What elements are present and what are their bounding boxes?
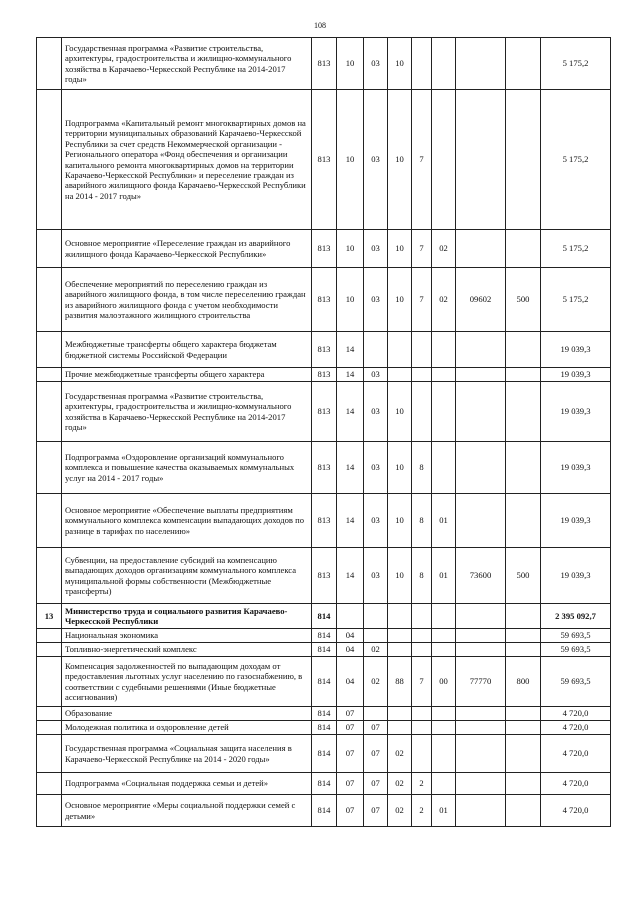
activity-code-cell [432, 90, 456, 230]
row-name-cell: Прочие межбюджетные трансферты общего характера [62, 368, 312, 382]
program-code-cell [388, 721, 412, 735]
row-index-cell [37, 494, 62, 548]
amount-cell: 5 175,2 [541, 38, 611, 90]
section-code-cell: 14 [337, 548, 364, 604]
expense-type-cell: 500 [506, 268, 541, 332]
table-row [37, 773, 611, 795]
subsection-code-cell: 03 [364, 548, 388, 604]
subprogram-code-cell: 2 [412, 795, 432, 827]
row-name-cell: Подпрограмма «Оздоровление организаций коммунального комплекса и повышение качества оказываемых коммунальных услуг на 2014 - 2017 годы» [62, 442, 312, 494]
row-index-cell [37, 735, 62, 773]
direction-code-cell [456, 368, 506, 382]
ved-code-cell: 814 [312, 643, 337, 657]
section-code-cell: 07 [337, 721, 364, 735]
table-row [37, 382, 611, 442]
section-code-cell: 04 [337, 657, 364, 707]
direction-code-cell [456, 230, 506, 268]
expense-type-cell: 500 [506, 548, 541, 604]
activity-code-cell [432, 442, 456, 494]
row-index-cell [37, 230, 62, 268]
amount-cell: 5 175,2 [541, 90, 611, 230]
ved-code-cell: 813 [312, 548, 337, 604]
direction-code-cell [456, 494, 506, 548]
direction-code-cell [456, 604, 506, 629]
row-name-cell: Основное мероприятие «Обеспечение выплаты предприятиям коммунального комплекса компенсации выпадающих доходов по разнице в тарифах по населению» [62, 494, 312, 548]
expense-type-cell [506, 643, 541, 657]
table-row [37, 230, 611, 268]
row-index-cell [37, 38, 62, 90]
activity-code-cell: 02 [432, 230, 456, 268]
row-name-cell: Государственная программа «Социальная защита населения в Карачаево-Черкесской Республике на 2014 - 2020 годы» [62, 735, 312, 773]
amount-cell: 59 693,5 [541, 657, 611, 707]
table-row [37, 548, 611, 604]
ved-code-cell: 813 [312, 382, 337, 442]
direction-code-cell [456, 90, 506, 230]
subsection-code-cell [364, 707, 388, 721]
table-row [37, 368, 611, 382]
section-code-cell: 14 [337, 442, 364, 494]
table-row [37, 442, 611, 494]
direction-code-cell [456, 721, 506, 735]
row-index-cell [37, 368, 62, 382]
expense-type-cell [506, 604, 541, 629]
table-row [37, 795, 611, 827]
program-code-cell: 10 [388, 38, 412, 90]
subprogram-code-cell [412, 707, 432, 721]
amount-cell: 4 720,0 [541, 795, 611, 827]
program-code-cell: 10 [388, 442, 412, 494]
activity-code-cell: 01 [432, 494, 456, 548]
direction-code-cell: 09602 [456, 268, 506, 332]
activity-code-cell [432, 773, 456, 795]
table-row [37, 268, 611, 332]
row-name-cell: Основное мероприятие «Переселение граждан из аварийного жилищного фонда Карачаево-Черкесской Республики» [62, 230, 312, 268]
expense-type-cell [506, 773, 541, 795]
amount-cell: 5 175,2 [541, 268, 611, 332]
activity-code-cell [432, 368, 456, 382]
program-code-cell: 10 [388, 494, 412, 548]
ved-code-cell: 813 [312, 442, 337, 494]
direction-code-cell [456, 382, 506, 442]
table-row [37, 494, 611, 548]
expense-type-cell [506, 442, 541, 494]
amount-cell: 19 039,3 [541, 548, 611, 604]
program-code-cell [388, 707, 412, 721]
row-name-cell: Государственная программа «Развитие строительства, архитектуры, градостроительства и жилищно-коммунального хозяйства в Карачаево-Черкесской Республике на 2014-2017 годы» [62, 38, 312, 90]
row-name-cell: Подпрограмма «Капитальный ремонт многоквартирных домов на территории муниципальных образований Карачаево-Черкесской Республики за счет средств Некоммерческой организации - Регионального оператора «Фонд обеспечения и организации капитального ремонта многоквартирных домов на территории Карачаево-Черкесской Республики» и переселение граждан из аварийного жилищного фонда Карачаево-Черкесской Республики на 2014 - 2017 годы» [62, 90, 312, 230]
program-code-cell: 10 [388, 548, 412, 604]
program-code-cell [388, 604, 412, 629]
row-index-cell [37, 773, 62, 795]
row-index-cell [37, 707, 62, 721]
row-name-cell: Подпрограмма «Социальная поддержка семьи и детей» [62, 773, 312, 795]
amount-cell: 4 720,0 [541, 707, 611, 721]
subsection-code-cell: 03 [364, 268, 388, 332]
expense-type-cell [506, 90, 541, 230]
program-code-cell: 10 [388, 230, 412, 268]
section-code-cell: 14 [337, 494, 364, 548]
budget-table [36, 37, 611, 827]
table-row [37, 332, 611, 368]
subprogram-code-cell: 8 [412, 494, 432, 548]
amount-cell: 59 693,5 [541, 629, 611, 643]
expense-type-cell [506, 230, 541, 268]
direction-code-cell [456, 795, 506, 827]
program-code-cell [388, 332, 412, 368]
amount-cell: 19 039,3 [541, 382, 611, 442]
program-code-cell [388, 368, 412, 382]
program-code-cell: 10 [388, 90, 412, 230]
row-index-cell [37, 795, 62, 827]
subprogram-code-cell [412, 629, 432, 643]
table-row [37, 90, 611, 230]
expense-type-cell [506, 721, 541, 735]
section-code-cell: 07 [337, 795, 364, 827]
direction-code-cell [456, 773, 506, 795]
row-index-cell [37, 382, 62, 442]
subsection-code-cell: 03 [364, 90, 388, 230]
activity-code-cell [432, 735, 456, 773]
subprogram-code-cell: 2 [412, 773, 432, 795]
subprogram-code-cell: 8 [412, 548, 432, 604]
expense-type-cell [506, 332, 541, 368]
amount-cell: 59 693,5 [541, 643, 611, 657]
table-row [37, 629, 611, 643]
subprogram-code-cell [412, 643, 432, 657]
subprogram-code-cell: 8 [412, 442, 432, 494]
expense-type-cell [506, 494, 541, 548]
row-index-cell [37, 548, 62, 604]
row-index-cell [37, 268, 62, 332]
section-code-cell [337, 604, 364, 629]
activity-code-cell [432, 707, 456, 721]
amount-cell: 19 039,3 [541, 442, 611, 494]
row-name-cell: Обеспечение мероприятий по переселению граждан из аварийного жилищного фонда, в том числе переселению граждан из аварийного жилищного фонда с учетом необходимости развития малоэтажного жилищного строительства [62, 268, 312, 332]
section-code-cell: 04 [337, 643, 364, 657]
subprogram-code-cell: 7 [412, 657, 432, 707]
activity-code-cell [432, 721, 456, 735]
amount-cell: 19 039,3 [541, 332, 611, 368]
ved-code-cell: 813 [312, 268, 337, 332]
row-index-cell [37, 90, 62, 230]
subprogram-code-cell [412, 368, 432, 382]
ved-code-cell: 813 [312, 38, 337, 90]
ved-code-cell: 814 [312, 707, 337, 721]
activity-code-cell [432, 643, 456, 657]
subsection-code-cell: 07 [364, 795, 388, 827]
table-row [37, 604, 611, 629]
subsection-code-cell [364, 629, 388, 643]
row-index-cell [37, 643, 62, 657]
section-code-cell: 10 [337, 38, 364, 90]
amount-cell: 19 039,3 [541, 368, 611, 382]
subprogram-code-cell: 7 [412, 230, 432, 268]
activity-code-cell [432, 629, 456, 643]
subprogram-code-cell [412, 38, 432, 90]
amount-cell: 2 395 092,7 [541, 604, 611, 629]
activity-code-cell: 01 [432, 795, 456, 827]
expense-type-cell [506, 707, 541, 721]
table-row [37, 38, 611, 90]
subsection-code-cell [364, 604, 388, 629]
ved-code-cell: 813 [312, 494, 337, 548]
subsection-code-cell: 07 [364, 721, 388, 735]
program-code-cell: 02 [388, 795, 412, 827]
row-name-cell: Молодежная политика и оздоровление детей [62, 721, 312, 735]
row-name-cell: Национальная экономика [62, 629, 312, 643]
subprogram-code-cell: 7 [412, 268, 432, 332]
amount-cell: 4 720,0 [541, 773, 611, 795]
ved-code-cell: 814 [312, 629, 337, 643]
expense-type-cell [506, 382, 541, 442]
table-row [37, 721, 611, 735]
table-row [37, 707, 611, 721]
ved-code-cell: 814 [312, 795, 337, 827]
program-code-cell: 02 [388, 735, 412, 773]
row-name-cell: Государственная программа «Развитие строительства, архитектуры, градостроительства и жилищно-коммунального хозяйства в Карачаево-Черкесской Республике на 2014-2017 годы» [62, 382, 312, 442]
ved-code-cell: 814 [312, 721, 337, 735]
row-name-cell: Межбюджетные трансферты общего характера бюджетам бюджетной системы Российской Федерации [62, 332, 312, 368]
subsection-code-cell: 03 [364, 494, 388, 548]
section-code-cell: 10 [337, 230, 364, 268]
subsection-code-cell [364, 332, 388, 368]
ved-code-cell: 814 [312, 604, 337, 629]
direction-code-cell [456, 38, 506, 90]
table-row [37, 643, 611, 657]
activity-code-cell: 01 [432, 548, 456, 604]
subprogram-code-cell: 7 [412, 90, 432, 230]
amount-cell: 4 720,0 [541, 721, 611, 735]
section-code-cell: 07 [337, 707, 364, 721]
subsection-code-cell: 03 [364, 38, 388, 90]
subsection-code-cell: 02 [364, 643, 388, 657]
row-name-cell: Образование [62, 707, 312, 721]
table-row [37, 735, 611, 773]
direction-code-cell [456, 707, 506, 721]
subprogram-code-cell [412, 332, 432, 368]
subprogram-code-cell [412, 382, 432, 442]
row-index-cell [37, 629, 62, 643]
row-name-cell: Основное мероприятие «Меры социальной поддержки семей с детьми» [62, 795, 312, 827]
expense-type-cell [506, 38, 541, 90]
program-code-cell: 02 [388, 773, 412, 795]
ved-code-cell: 814 [312, 735, 337, 773]
section-code-cell: 14 [337, 368, 364, 382]
subsection-code-cell: 07 [364, 773, 388, 795]
program-code-cell [388, 643, 412, 657]
page-number: 108 [314, 21, 326, 30]
direction-code-cell [456, 629, 506, 643]
subsection-code-cell: 07 [364, 735, 388, 773]
section-code-cell: 14 [337, 382, 364, 442]
table-row [37, 657, 611, 707]
ved-code-cell: 813 [312, 90, 337, 230]
expense-type-cell [506, 368, 541, 382]
subprogram-code-cell [412, 721, 432, 735]
amount-cell: 5 175,2 [541, 230, 611, 268]
expense-type-cell: 800 [506, 657, 541, 707]
expense-type-cell [506, 795, 541, 827]
subsection-code-cell: 03 [364, 368, 388, 382]
program-code-cell: 88 [388, 657, 412, 707]
ved-code-cell: 814 [312, 773, 337, 795]
subprogram-code-cell [412, 604, 432, 629]
amount-cell: 4 720,0 [541, 735, 611, 773]
activity-code-cell: 00 [432, 657, 456, 707]
direction-code-cell [456, 442, 506, 494]
expense-type-cell [506, 629, 541, 643]
section-code-cell: 07 [337, 773, 364, 795]
ved-code-cell: 813 [312, 368, 337, 382]
row-name-cell: Министерство труда и социального развития Карачаево-Черкесской Республики [62, 604, 312, 629]
section-code-cell: 04 [337, 629, 364, 643]
subsection-code-cell: 03 [364, 382, 388, 442]
direction-code-cell [456, 735, 506, 773]
activity-code-cell: 02 [432, 268, 456, 332]
activity-code-cell [432, 382, 456, 442]
row-index-cell [37, 721, 62, 735]
row-index-cell: 13 [37, 604, 62, 629]
section-code-cell: 10 [337, 268, 364, 332]
row-index-cell [37, 332, 62, 368]
subsection-code-cell: 03 [364, 442, 388, 494]
expense-type-cell [506, 735, 541, 773]
amount-cell: 19 039,3 [541, 494, 611, 548]
row-name-cell: Топливно-энергетический комплекс [62, 643, 312, 657]
ved-code-cell: 813 [312, 230, 337, 268]
program-code-cell: 10 [388, 382, 412, 442]
direction-code-cell [456, 332, 506, 368]
activity-code-cell [432, 38, 456, 90]
ved-code-cell: 813 [312, 332, 337, 368]
row-index-cell [37, 657, 62, 707]
direction-code-cell: 77770 [456, 657, 506, 707]
row-name-cell: Субвенции, на предоставление субсидий на компенсацию выпадающих доходов организациям коммунального комплекса муниципальной формы собственности (Межбюджетные трансферты) [62, 548, 312, 604]
direction-code-cell: 73600 [456, 548, 506, 604]
subsection-code-cell: 03 [364, 230, 388, 268]
section-code-cell: 14 [337, 332, 364, 368]
row-name-cell: Компенсация задолженностей по выпадающим доходам от предоставления льготных услуг населению по газоснабжению, в соответствии с судебными решениями (Иные бюджетные ассигнования) [62, 657, 312, 707]
program-code-cell [388, 629, 412, 643]
subsection-code-cell: 02 [364, 657, 388, 707]
section-code-cell: 07 [337, 735, 364, 773]
section-code-cell: 10 [337, 90, 364, 230]
subprogram-code-cell [412, 735, 432, 773]
program-code-cell: 10 [388, 268, 412, 332]
activity-code-cell [432, 604, 456, 629]
direction-code-cell [456, 643, 506, 657]
activity-code-cell [432, 332, 456, 368]
ved-code-cell: 814 [312, 657, 337, 707]
row-index-cell [37, 442, 62, 494]
